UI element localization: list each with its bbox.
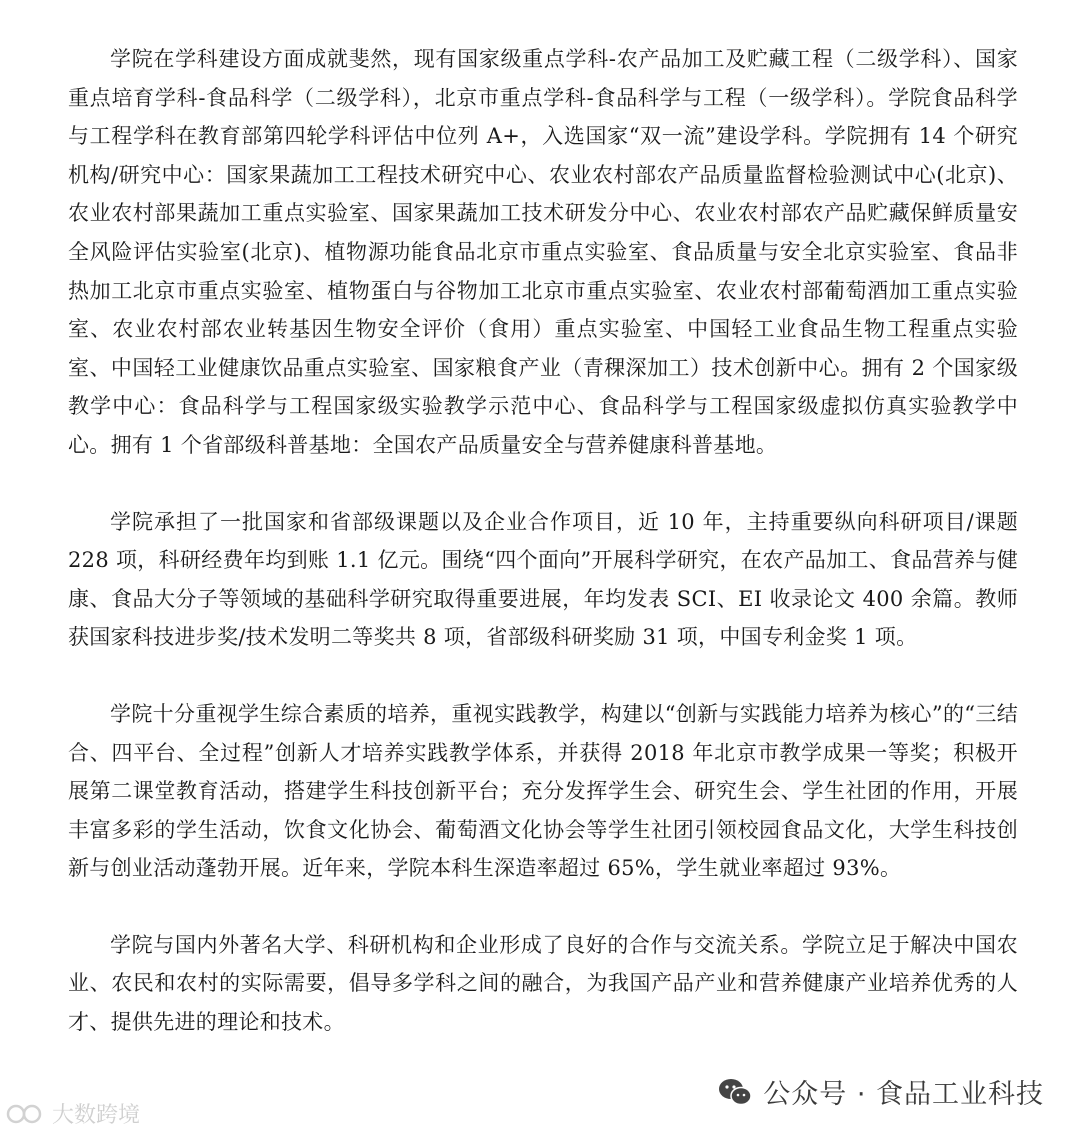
paragraph-cooperation: 学院与国内外著名大学、科研机构和企业形成了良好的合作与交流关系。学院立足于解决中国农业、农民和农村的实际需要，倡导多学科之间的融合，为我国产品产业和营养健康产业培养优秀的人才、提供先进的理论和技术。	[68, 932, 1018, 1035]
paragraph-students: 学院十分重视学生综合素质的培养，重视实践教学，构建以“创新与实践能力培养为核心”的“三结合、四平台、全过程”创新人才培养实践教学体系，并获得 2018 年北京市教学成果一等奖；积极开展第二课堂教育活动，搭建学生科技创新平台；充分发挥学生会、研究生会、学生社团的作用，开展丰富多彩的学生活动，饮食文化协会、葡萄酒文化协会等学生社团引领校园食品文化，大学生科技创新与创业活动蓬勃开展。近年来，学院本科生深造率超过 65%，学生就业率超过 93%。	[68, 701, 1018, 881]
corner-watermark	[6, 1098, 140, 1129]
article-body	[68, 40, 1018, 1042]
paragraph-disciplines: 学院在学科建设方面成就斐然，现有国家级重点学科-农产品加工及贮藏工程（二级学科）、国家重点培育学科-食品科学（二级学科），北京市重点学科-食品科学与工程（一级学科）。学院食品科学与工程学科在教育部第四轮学科评估中位列 A+，入选国家“双一流”建设学科。学院拥有 14 个研究机构/研究中心：国家果蔬加工工程技术研究中心、农业农村部农产品质量监督检验测试中心(北京)、农业农村部果蔬加工重点实验室、国家果蔬加工技术研发分中心、农业农村部农产品贮藏保鲜质量安全风险评估实验室(北京)、植物源功能食品北京市重点实验室、食品质量与安全北京实验室、食品非热加工北京市重点实验室、植物蛋白与谷物加工北京市重点实验室、农业农村部葡萄酒加工重点实验室、农业农村部农业转基因生物安全评价（食用）重点实验室、中国轻工业食品生物工程重点实验室、中国轻工业健康饮品重点实验室、国家粮食产业（青稞深加工）技术创新中心。拥有 2 个国家级教学中心：食品科学与工程国家级实验教学示范中心、食品科学与工程国家级虚拟仿真实验教学中心。拥有 1 个省部级科普基地：全国农产品质量安全与营养健康科普基地。	[68, 47, 1018, 457]
corner-watermark-text: 大数跨境	[52, 1103, 141, 1128]
paragraph-research: 学院承担了一批国家和省部级课题以及企业合作项目，近 10 年，主持重要纵向科研项目/课题 228 项，科研经费年均到账 1.1 亿元。围绕“四个面向”开展科学研究，在农产品加工、食品营养与健康、食品大分子等领域的基础科学研究取得重要进展，年均发表 SCI、EI 收录论文 400 余篇。教师获国家科技进步奖/技术发明二等奖共 8 项，省部级科研奖励 31 项，中国专利金奖 1 项。	[68, 509, 1018, 650]
wechat-icon	[717, 1077, 753, 1107]
watermark-text: 公众号 · 食品工业科技	[763, 1079, 1044, 1110]
brand-logo-icon	[6, 1101, 46, 1127]
account-watermark	[717, 1072, 1044, 1111]
